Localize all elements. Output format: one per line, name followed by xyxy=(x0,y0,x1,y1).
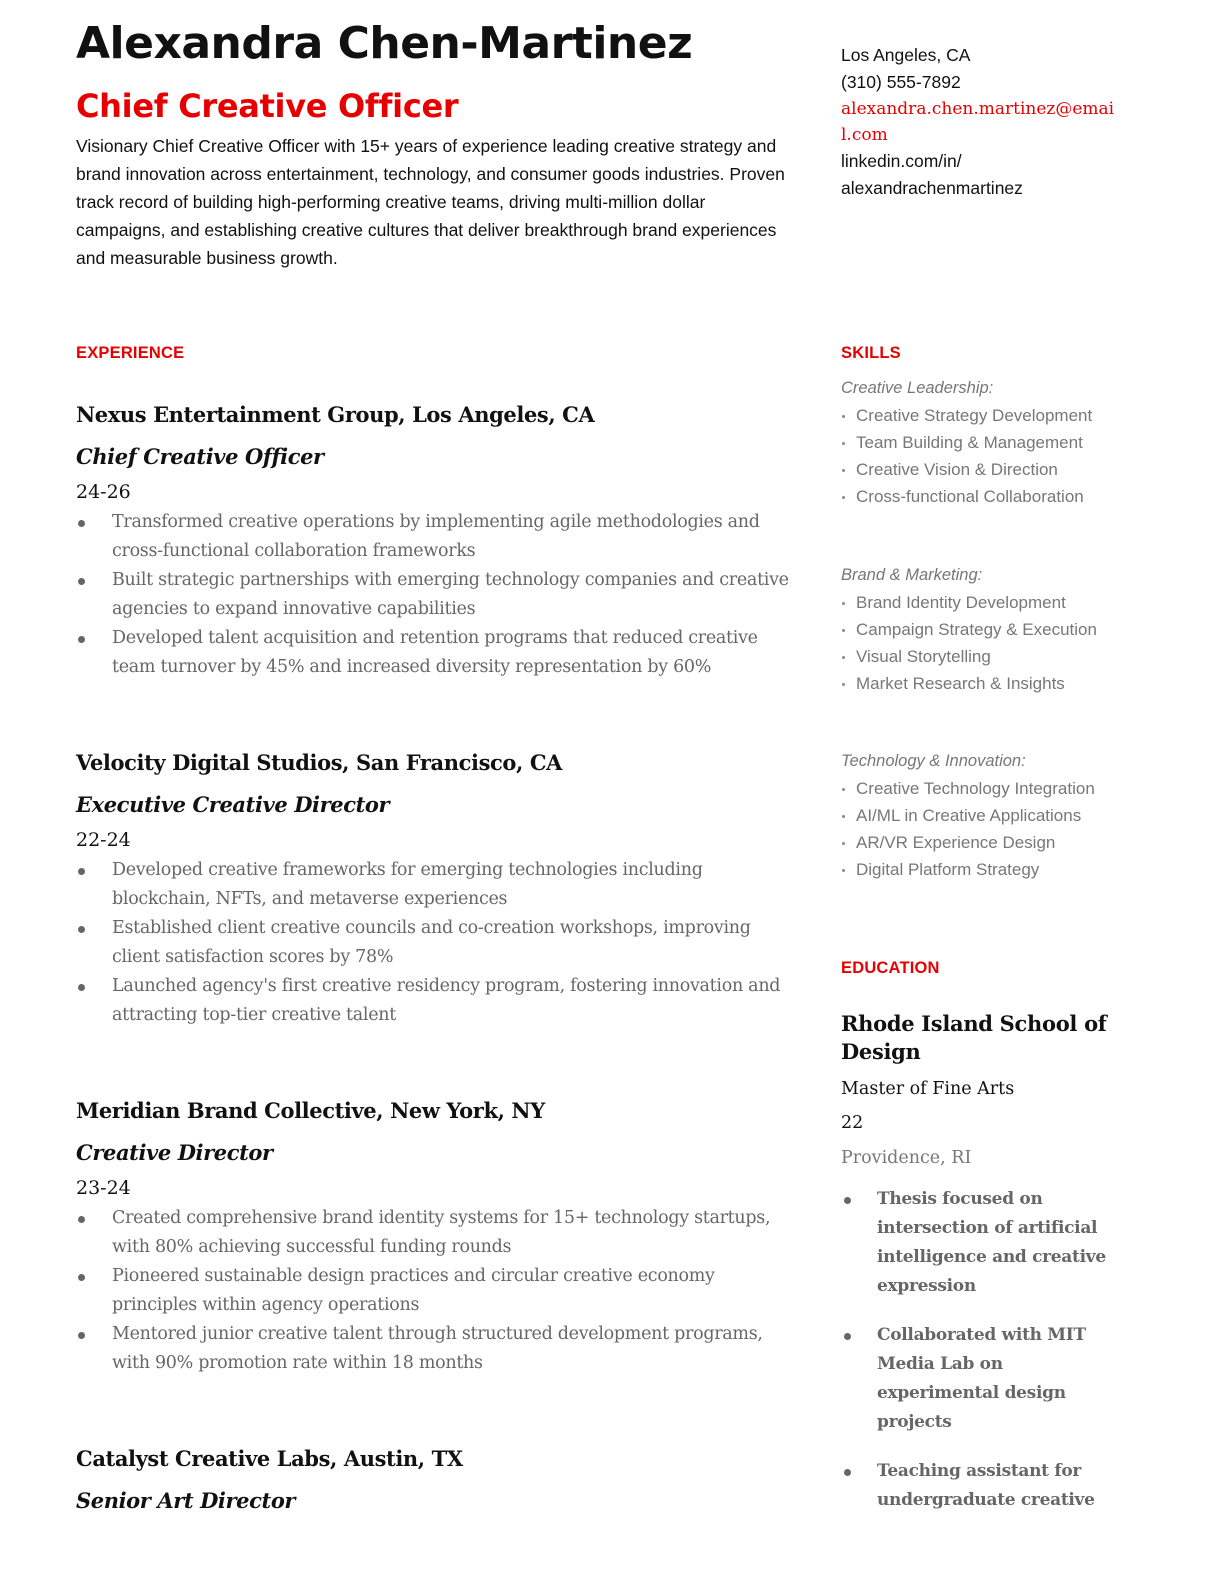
candidate-headline: Chief Creative Officer xyxy=(76,87,459,125)
skill-text: Campaign Strategy & Execution xyxy=(856,620,1097,639)
skill-category: Brand & Marketing: xyxy=(841,566,983,584)
contact-email-link[interactable]: alexandra.chen.martinez@email.com xyxy=(841,99,1115,145)
contact-location: Los Angeles, CA xyxy=(841,45,971,65)
skill-item xyxy=(841,402,1116,429)
job-company: Nexus Entertainment Group, Los Angeles, CA xyxy=(76,402,595,427)
skill-group xyxy=(841,748,1116,883)
education-section-title: EDUCATION xyxy=(841,959,940,977)
skill-item xyxy=(841,616,1116,643)
contact-info xyxy=(841,42,1116,202)
bullet-text: Created comprehensive brand identity systems for 15+ technology startups, with 80% achieving successful funding rounds xyxy=(112,1208,771,1257)
bullet-dot-icon xyxy=(844,1333,851,1340)
bullet-text: Mentored junior creative talent through structured development programs, with 90% promotion rate within 18 months xyxy=(112,1324,763,1373)
bullet-text: Launched agency's first creative residency program, fostering innovation and attracting top-tier creative talent xyxy=(112,976,781,1025)
bullet-dot-icon xyxy=(842,815,845,818)
linkedin-line-1: linkedin.com/in/ xyxy=(841,151,962,171)
skill-category: Creative Leadership: xyxy=(841,379,994,397)
skill-group xyxy=(841,562,1116,697)
job-dates: 24-26 xyxy=(76,481,131,503)
bullet-dot-icon xyxy=(842,869,845,872)
bullet-dot-icon xyxy=(842,415,845,418)
bullet-dot-icon xyxy=(842,788,845,791)
skill-text: AI/ML in Creative Applications xyxy=(856,806,1082,825)
skill-text: Digital Platform Strategy xyxy=(856,860,1040,879)
education-bullets xyxy=(841,1185,1116,1515)
job-bullet xyxy=(76,624,796,682)
linkedin-line-2: alexandrachenmartinez xyxy=(841,178,1023,198)
bullet-text: Built strategic partnerships with emerging technology companies and creative agencies to expand innovative capabilities xyxy=(112,570,789,619)
skill-item xyxy=(841,456,1116,483)
bullet-dot-icon xyxy=(78,868,85,875)
bullet-dot-icon xyxy=(842,602,845,605)
bullet-dot-icon xyxy=(842,469,845,472)
job-entry xyxy=(76,1444,796,1516)
job-entry xyxy=(76,748,796,1030)
job-role: Chief Creative Officer xyxy=(76,444,324,469)
bullet-text: Collaborated with MIT Media Lab on experimental design projects xyxy=(877,1325,1086,1432)
bullet-dot-icon xyxy=(844,1197,851,1204)
bullet-dot-icon xyxy=(842,629,845,632)
bullet-text: Developed creative frameworks for emerging technologies including blockchain, NFTs, and metaverse experiences xyxy=(112,860,703,909)
skill-list xyxy=(841,775,1116,883)
bullet-text: Teaching assistant for undergraduate creative xyxy=(877,1461,1095,1510)
education-bullet xyxy=(841,1457,1116,1515)
bullet-dot-icon xyxy=(78,1332,85,1339)
skill-item xyxy=(841,483,1116,510)
candidate-name: Alexandra Chen-Martinez xyxy=(76,18,693,69)
skill-item xyxy=(841,802,1116,829)
education-bullet xyxy=(841,1185,1116,1301)
job-company: Velocity Digital Studios, San Francisco, CA xyxy=(76,750,563,775)
job-company: Meridian Brand Collective, New York, NY xyxy=(76,1098,545,1123)
skill-text: Brand Identity Development xyxy=(856,593,1066,612)
bullet-dot-icon xyxy=(78,1216,85,1223)
skill-text: Visual Storytelling xyxy=(856,647,991,666)
skill-list xyxy=(841,402,1116,510)
bullet-dot-icon xyxy=(78,1274,85,1281)
school-name: Rhode Island School of Design xyxy=(841,1011,1107,1064)
skill-group xyxy=(841,375,1116,510)
job-role: Executive Creative Director xyxy=(76,792,390,817)
bullet-dot-icon xyxy=(78,926,85,933)
education-bullet xyxy=(841,1321,1116,1437)
skill-list xyxy=(841,589,1116,697)
skill-item xyxy=(841,589,1116,616)
skill-text: Team Building & Management xyxy=(856,433,1083,452)
job-bullet xyxy=(76,1204,796,1262)
skill-category: Technology & Innovation: xyxy=(841,752,1026,770)
contact-phone: (310) 555-7892 xyxy=(841,72,961,92)
bullet-dot-icon xyxy=(844,1469,851,1476)
professional-summary: Visionary Chief Creative Officer with 15+ years of experience leading creative strategy and brand innovation across entertainment, technology, and consumer goods industries. Proven track record of building high-performing creative teams, driving multi-million dollar campaigns, and establishing creative cultures that deliver breakthrough brand experiences and measurable business growth. xyxy=(76,136,785,268)
bullet-text: Thesis focused on intersection of artificial intelligence and creative expression xyxy=(877,1189,1106,1296)
bullet-dot-icon xyxy=(842,656,845,659)
skill-text: Cross-functional Collaboration xyxy=(856,487,1084,506)
experience-section-title: EXPERIENCE xyxy=(76,344,185,362)
graduation-year: 22 xyxy=(841,1113,864,1133)
skill-text: Creative Strategy Development xyxy=(856,406,1093,425)
skill-item xyxy=(841,829,1116,856)
bullet-dot-icon xyxy=(78,984,85,991)
bullet-dot-icon xyxy=(78,636,85,643)
job-bullet xyxy=(76,856,796,914)
degree-name: Master of Fine Arts xyxy=(841,1079,1015,1099)
bullet-text: Developed talent acquisition and retention programs that reduced creative team turnover by 45% and increased diversity representation by 60% xyxy=(112,628,758,677)
bullet-text: Pioneered sustainable design practices and circular creative economy principles within agency operations xyxy=(112,1266,715,1315)
bullet-dot-icon xyxy=(842,496,845,499)
job-role: Creative Director xyxy=(76,1140,273,1165)
skills-section-title: SKILLS xyxy=(841,344,901,362)
skill-item xyxy=(841,643,1116,670)
skill-text: Market Research & Insights xyxy=(856,674,1065,693)
job-entry xyxy=(76,400,796,682)
job-dates: 23-24 xyxy=(76,1177,131,1199)
job-dates: 22-24 xyxy=(76,829,131,851)
job-company: Catalyst Creative Labs, Austin, TX xyxy=(76,1446,463,1471)
job-bullet xyxy=(76,914,796,972)
skill-item xyxy=(841,775,1116,802)
bullet-dot-icon xyxy=(842,842,845,845)
job-bullet xyxy=(76,1262,796,1320)
skill-text: Creative Vision & Direction xyxy=(856,460,1058,479)
school-location: Providence, RI xyxy=(841,1148,972,1168)
skill-item xyxy=(841,429,1116,456)
job-role: Senior Art Director xyxy=(76,1488,296,1513)
job-entry xyxy=(76,1096,796,1378)
bullet-text: Transformed creative operations by implementing agile methodologies and cross-functional collaboration frameworks xyxy=(112,512,760,561)
skill-item xyxy=(841,670,1116,697)
education-entry xyxy=(841,1010,1116,1535)
bullet-dot-icon xyxy=(842,442,845,445)
job-bullet xyxy=(76,1320,796,1378)
job-bullets xyxy=(76,1204,796,1378)
job-bullets xyxy=(76,856,796,1030)
bullet-text: Established client creative councils and co-creation workshops, improving client satisfaction scores by 78% xyxy=(112,918,751,967)
contact-linkedin-link[interactable] xyxy=(841,148,1116,202)
skill-text: Creative Technology Integration xyxy=(856,779,1095,798)
job-bullet xyxy=(76,972,796,1030)
bullet-dot-icon xyxy=(842,683,845,686)
skill-text: AR/VR Experience Design xyxy=(856,833,1056,852)
job-bullet xyxy=(76,508,796,566)
job-bullet xyxy=(76,566,796,624)
job-bullets xyxy=(76,508,796,682)
bullet-dot-icon xyxy=(78,578,85,585)
skill-item xyxy=(841,856,1116,883)
bullet-dot-icon xyxy=(78,520,85,527)
